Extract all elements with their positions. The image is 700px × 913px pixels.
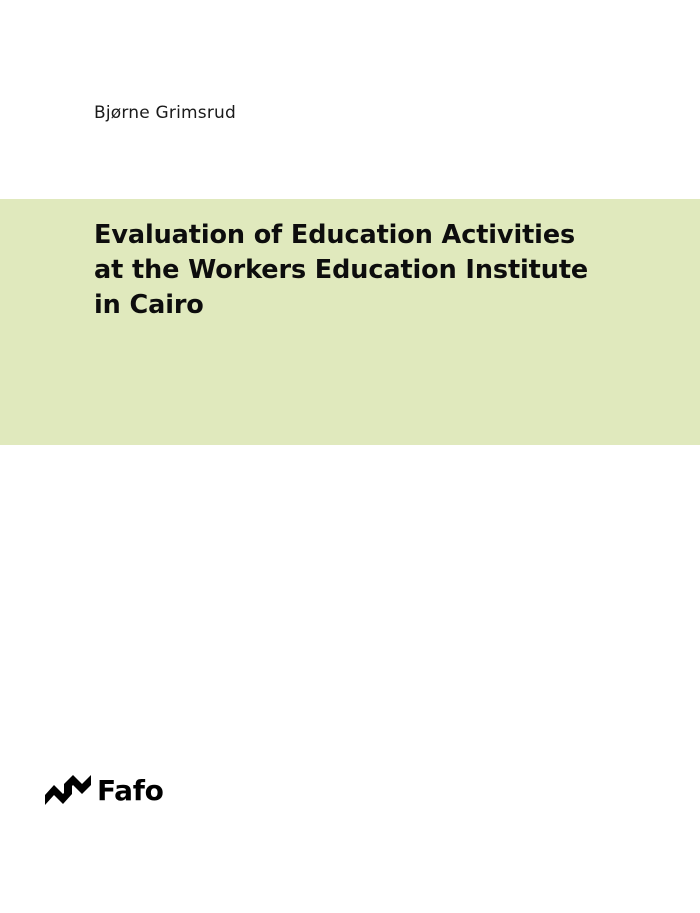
page-title-line-3: in Cairo: [94, 289, 204, 320]
author-name: Bjørne Grimsrud: [94, 103, 236, 123]
page-title: [94, 218, 634, 323]
page-title-line-1: Evaluation of Education Activities: [94, 220, 576, 250]
publisher-logo: [45, 775, 164, 809]
page-title-line-2: at the Workers Education Institute: [94, 254, 589, 285]
fafo-zigzag-logo-icon: [45, 775, 91, 809]
publisher-name: Fafo: [97, 774, 164, 807]
